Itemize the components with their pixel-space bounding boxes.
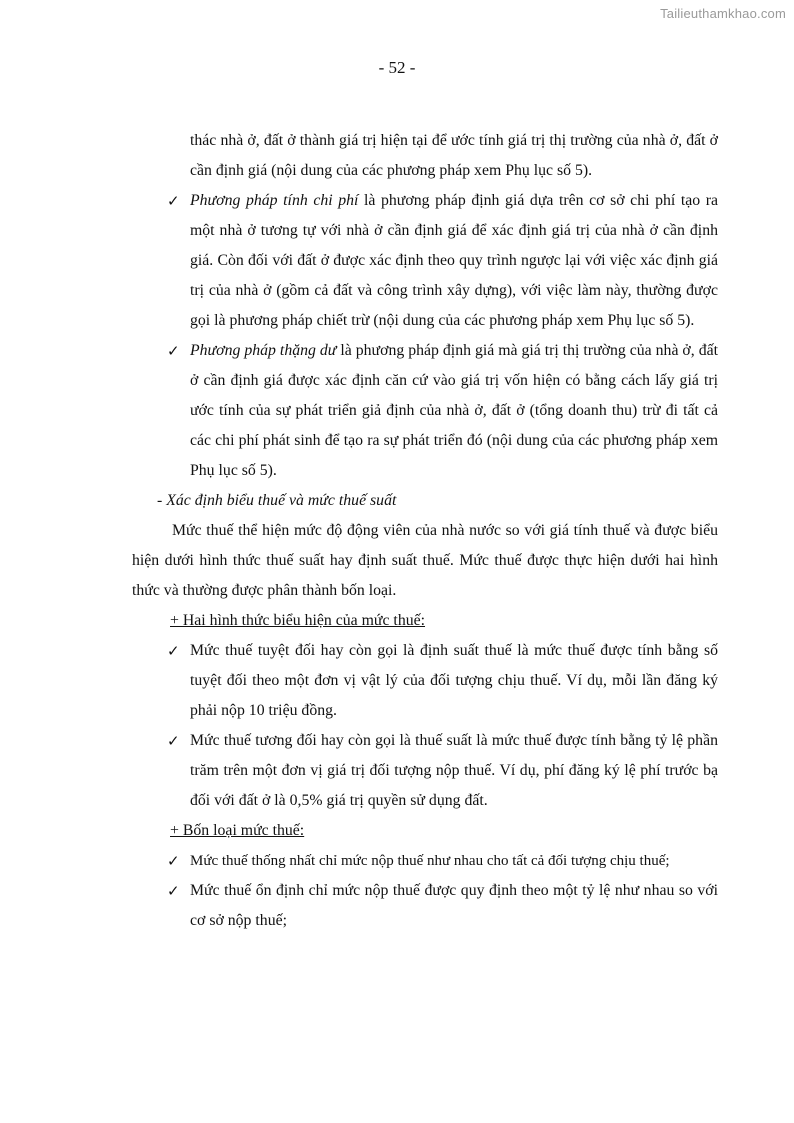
checkmark-icon: ✓ (167, 192, 180, 210)
method-description: là phương pháp định giá mà giá trị thị trường của nhà ở, đất ở cần định giá được xác định căn cứ vào giá trị vốn hiện có bằng cách lấy giá trị ước tính của sự phát triển giả định của nhà ở, đất ở (tổng doanh thu) trừ đi tất cả các chi phí phát sinh để tạo ra sự phát triển đó (nội dung của các phương pháp xem Phụ lục số 5). (190, 342, 718, 479)
form-item-relative (167, 726, 718, 816)
watermark: Tailieuthamkhao.com (660, 6, 786, 21)
type-item-uniform (167, 846, 718, 876)
continuation-paragraph: thác nhà ở, đất ở thành giá trị hiện tại để ước tính giá trị thị trường của nhà ở, đất ở cần định giá (nội dung của các phương pháp xem Phụ lục số 5). (190, 132, 718, 179)
method-name: Phương pháp thặng dư (190, 342, 337, 359)
type-text: Mức thuế ổn định chỉ mức nộp thuế được quy định theo một tỷ lệ như nhau so với cơ sở nộp thuế; (190, 882, 718, 929)
checkmark-icon: ✓ (167, 642, 180, 660)
form-item-absolute (167, 636, 718, 726)
forms-heading: + Hai hình thức biểu hiện của mức thuế: (170, 612, 426, 629)
method-item-residual (167, 336, 718, 486)
checkmark-icon: ✓ (167, 342, 180, 360)
method-description: là phương pháp định giá dựa trên cơ sở chi phí tạo ra một nhà ở tương tự với nhà ở cần định giá để xác định giá trị của nhà ở cần định giá. Còn đối với đất ở được xác định theo quy trình ngược lại với việc xác định giá trị của nhà ở (gồm cả đất và công trình xây dựng), với việc làm này, thường được gọi là phương pháp chiết trừ (nội dung của các phương pháp xem Phụ lục số 5). (190, 192, 719, 329)
form-text: Mức thuế tương đối hay còn gọi là thuế suất là mức thuế được tính bằng tỷ lệ phần trăm trên một đơn vị giá trị đối tượng nộp thuế. Ví dụ, phí đăng ký lệ phí trước bạ đối với đất ở là 0,5% giá trị quyền sử dụng đất. (190, 732, 718, 809)
page-number: - 52 - (378, 58, 416, 77)
type-item-stable (167, 876, 718, 936)
checkmark-icon: ✓ (167, 852, 180, 870)
type-text: Mức thuế thống nhất chỉ mức nộp thuế như nhau cho tất cả đối tượng chịu thuế; (190, 853, 670, 869)
method-name: Phương pháp tính chi phí (190, 192, 359, 209)
checkmark-icon: ✓ (167, 732, 180, 750)
document-body (0, 126, 794, 936)
types-heading: + Bốn loại mức thuế: (170, 822, 305, 839)
intro-paragraph: Mức thuế thể hiện mức độ động viên của nhà nước so với giá tính thuế và được biểu hiện dưới hình thức thuế suất hay định suất thuế. Mức thuế được thực hiện dưới hai hình thức và thường được phân thành bốn loại. (132, 522, 718, 599)
method-item-cost (167, 186, 719, 336)
form-text: Mức thuế tuyệt đối hay còn gọi là định suất thuế là mức thuế được tính bằng số tuyệt đối theo một đơn vị vật lý của đối tượng chịu thuế. Ví dụ, mỗi lần đăng ký phải nộp 10 triệu đồng. (190, 642, 718, 719)
section-heading: - Xác định biểu thuế và mức thuế suất (157, 492, 397, 509)
checkmark-icon: ✓ (167, 882, 180, 900)
